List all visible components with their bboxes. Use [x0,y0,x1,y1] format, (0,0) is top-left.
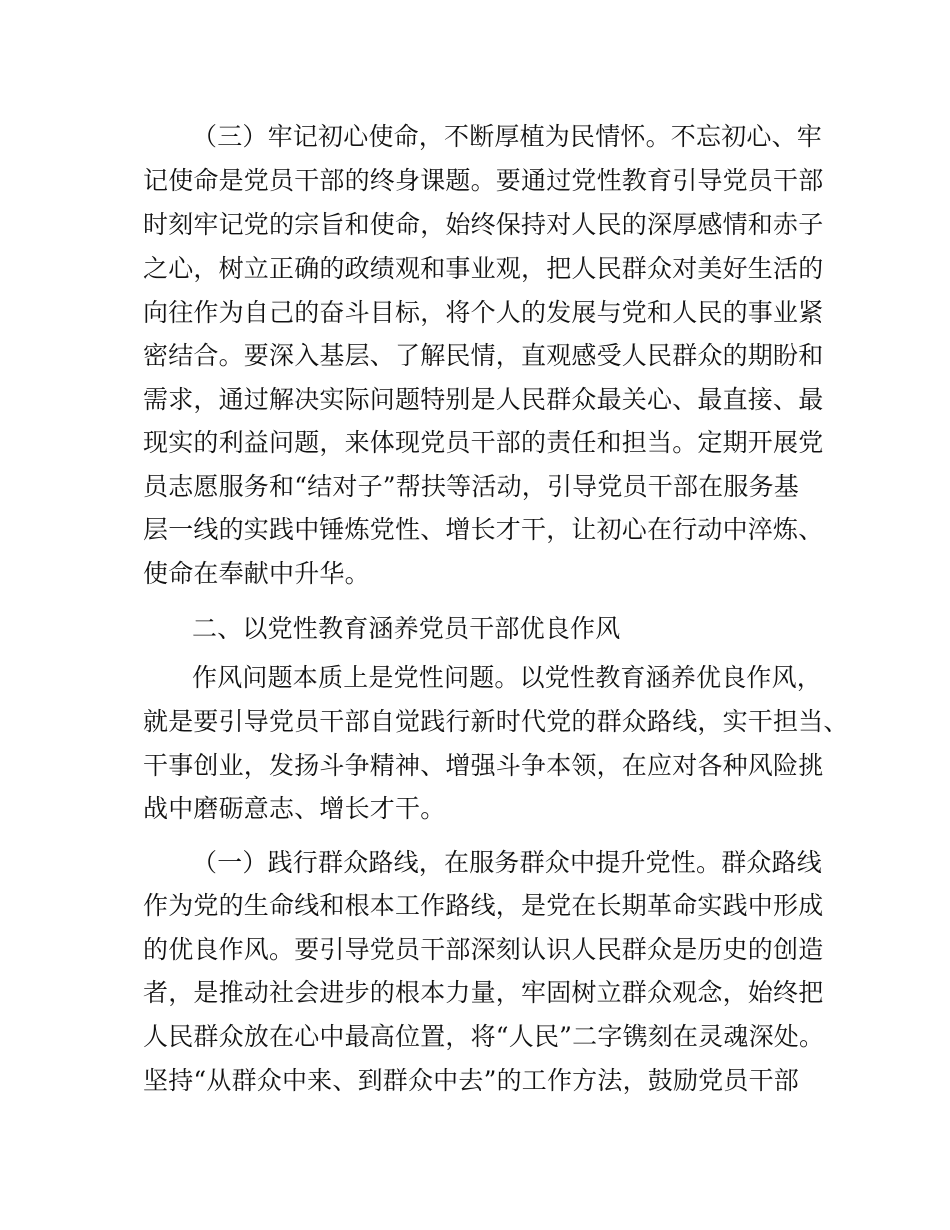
paragraph-line: 之心，树立正确的政绩观和事业观，把人民群众对美好生活的 [143,254,824,283]
paragraph-line: 就是要引导党员干部自觉践行新时代党的群众路线，实干担当、 [143,707,849,736]
paragraph-line: 向往作为自己的奋斗目标，将个人的发展与党和人民的事业紧 [143,298,824,327]
paragraph-line: （一）践行群众路线，在服务群众中提升党性。群众路线 [192,848,823,877]
paragraph-line: （三）牢记初心使命，不断厚植为民情怀。不忘初心、牢 [192,122,823,151]
paragraph-line: 战中磨砺意志、增长才干。 [143,794,446,823]
paragraph-line: 人民群众放在心中最高位置，将“人民”二字镌刻在灵魂深处。 [143,1022,825,1051]
paragraph-line: 记使命是党员干部的终身课题。要通过党性教育引导党员干部 [143,166,824,195]
paragraph-line: 密结合。要深入基层、了解民情，直观感受人民群众的期盼和 [143,341,824,370]
paragraph-line: 的优良作风。要引导党员干部深刻认识人民群众是历史的创造 [143,935,824,964]
paragraph-line: 使命在奉献中升华。 [143,559,370,588]
section-heading: 二、以党性教育涵养党员干部优良作风 [192,614,621,643]
paragraph-line: 作风问题本质上是党性问题。以党性教育涵养优良作风， [192,663,823,692]
paragraph-line: 坚持“从群众中来、到群众中去”的工作方法，鼓励党员干部 [143,1066,799,1095]
paragraph-line: 现实的利益问题，来体现党员干部的责任和担当。定期开展党 [143,428,824,457]
paragraph-line: 层一线的实践中锤炼党性、增长才干，让初心在行动中淬炼、 [143,515,824,544]
paragraph-line: 者，是推动社会进步的根本力量，牢固树立群众观念，始终把 [143,978,824,1007]
paragraph-line: 员志愿服务和“结对子”帮扶等活动，引导党员干部在服务基 [143,472,799,501]
paragraph-line: 时刻牢记党的宗旨和使命，始终保持对人民的深厚感情和赤子 [143,210,824,239]
paragraph-line: 干事创业，发扬斗争精神、增强斗争本领，在应对各种风险挑 [143,751,824,780]
paragraph-line: 需求，通过解决实际问题特别是人民群众最关心、最直接、最 [143,385,824,414]
paragraph-line: 作为党的生命线和根本工作路线，是党在长期革命实践中形成 [143,891,824,920]
